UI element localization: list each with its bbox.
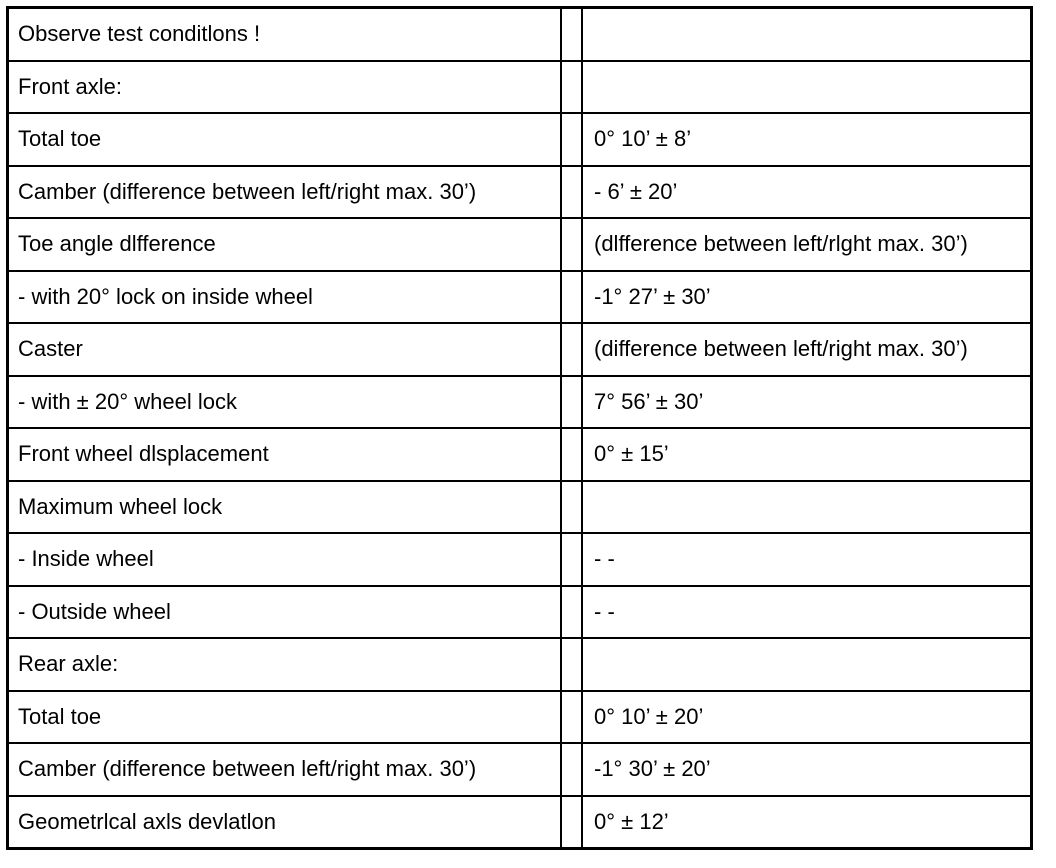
row-label: Camber (difference between left/right max. 30’)	[8, 743, 562, 796]
row-label: Caster	[8, 323, 562, 376]
row-value: (dlfference between left/rlght max. 30’)	[582, 218, 1032, 271]
row-value	[582, 61, 1032, 114]
row-label: Toe angle dlfference	[8, 218, 562, 271]
table-row	[8, 218, 1032, 271]
row-value	[582, 481, 1032, 534]
table-row	[8, 481, 1032, 534]
table-row	[8, 586, 1032, 639]
row-value	[582, 8, 1032, 61]
row-label: Total toe	[8, 691, 562, 744]
row-value: 0° ± 12’	[582, 796, 1032, 849]
table-row	[8, 166, 1032, 219]
row-value: -1° 27’ ± 30’	[582, 271, 1032, 324]
table-row	[8, 691, 1032, 744]
row-label: - with 20° lock on inside wheel	[8, 271, 562, 324]
spacer-cell	[561, 61, 582, 114]
spacer-cell	[561, 638, 582, 691]
table-row	[8, 61, 1032, 114]
row-value: - 6’ ± 20’	[582, 166, 1032, 219]
table-row	[8, 113, 1032, 166]
spacer-cell	[561, 743, 582, 796]
row-label: Camber (difference between left/right max. 30’)	[8, 166, 562, 219]
row-value	[582, 638, 1032, 691]
spacer-cell	[561, 796, 582, 849]
row-label: Front wheel dlsplacement	[8, 428, 562, 481]
row-label: Geometrlcal axls devlatlon	[8, 796, 562, 849]
row-value: - -	[582, 533, 1032, 586]
row-label: Observe test conditlons !	[8, 8, 562, 61]
table-row	[8, 428, 1032, 481]
spacer-cell	[561, 166, 582, 219]
row-label: - with ± 20° wheel lock	[8, 376, 562, 429]
row-label: Total toe	[8, 113, 562, 166]
table-row	[8, 323, 1032, 376]
wheel-alignment-table	[6, 6, 1033, 850]
table-row	[8, 533, 1032, 586]
spacer-cell	[561, 376, 582, 429]
spacer-cell	[561, 691, 582, 744]
row-value: (difference between left/right max. 30’)	[582, 323, 1032, 376]
spacer-cell	[561, 533, 582, 586]
table-row	[8, 376, 1032, 429]
row-value: 7° 56’ ± 30’	[582, 376, 1032, 429]
spacer-cell	[561, 8, 582, 61]
spacer-cell	[561, 428, 582, 481]
row-value: -1° 30’ ± 20’	[582, 743, 1032, 796]
table-row	[8, 796, 1032, 849]
row-value: 0° 10’ ± 8’	[582, 113, 1032, 166]
row-label: - Inside wheel	[8, 533, 562, 586]
table-row	[8, 743, 1032, 796]
spacer-cell	[561, 586, 582, 639]
table-row	[8, 638, 1032, 691]
row-label: Maximum wheel lock	[8, 481, 562, 534]
row-label: - Outside wheel	[8, 586, 562, 639]
spacer-cell	[561, 271, 582, 324]
table-row	[8, 271, 1032, 324]
row-value: 0° 10’ ± 20’	[582, 691, 1032, 744]
row-label: Rear axle:	[8, 638, 562, 691]
spacer-cell	[561, 481, 582, 534]
row-value: - -	[582, 586, 1032, 639]
spacer-cell	[561, 323, 582, 376]
spacer-cell	[561, 218, 582, 271]
row-value: 0° ± 15’	[582, 428, 1032, 481]
row-label: Front axle:	[8, 61, 562, 114]
spacer-cell	[561, 113, 582, 166]
table-row	[8, 8, 1032, 61]
